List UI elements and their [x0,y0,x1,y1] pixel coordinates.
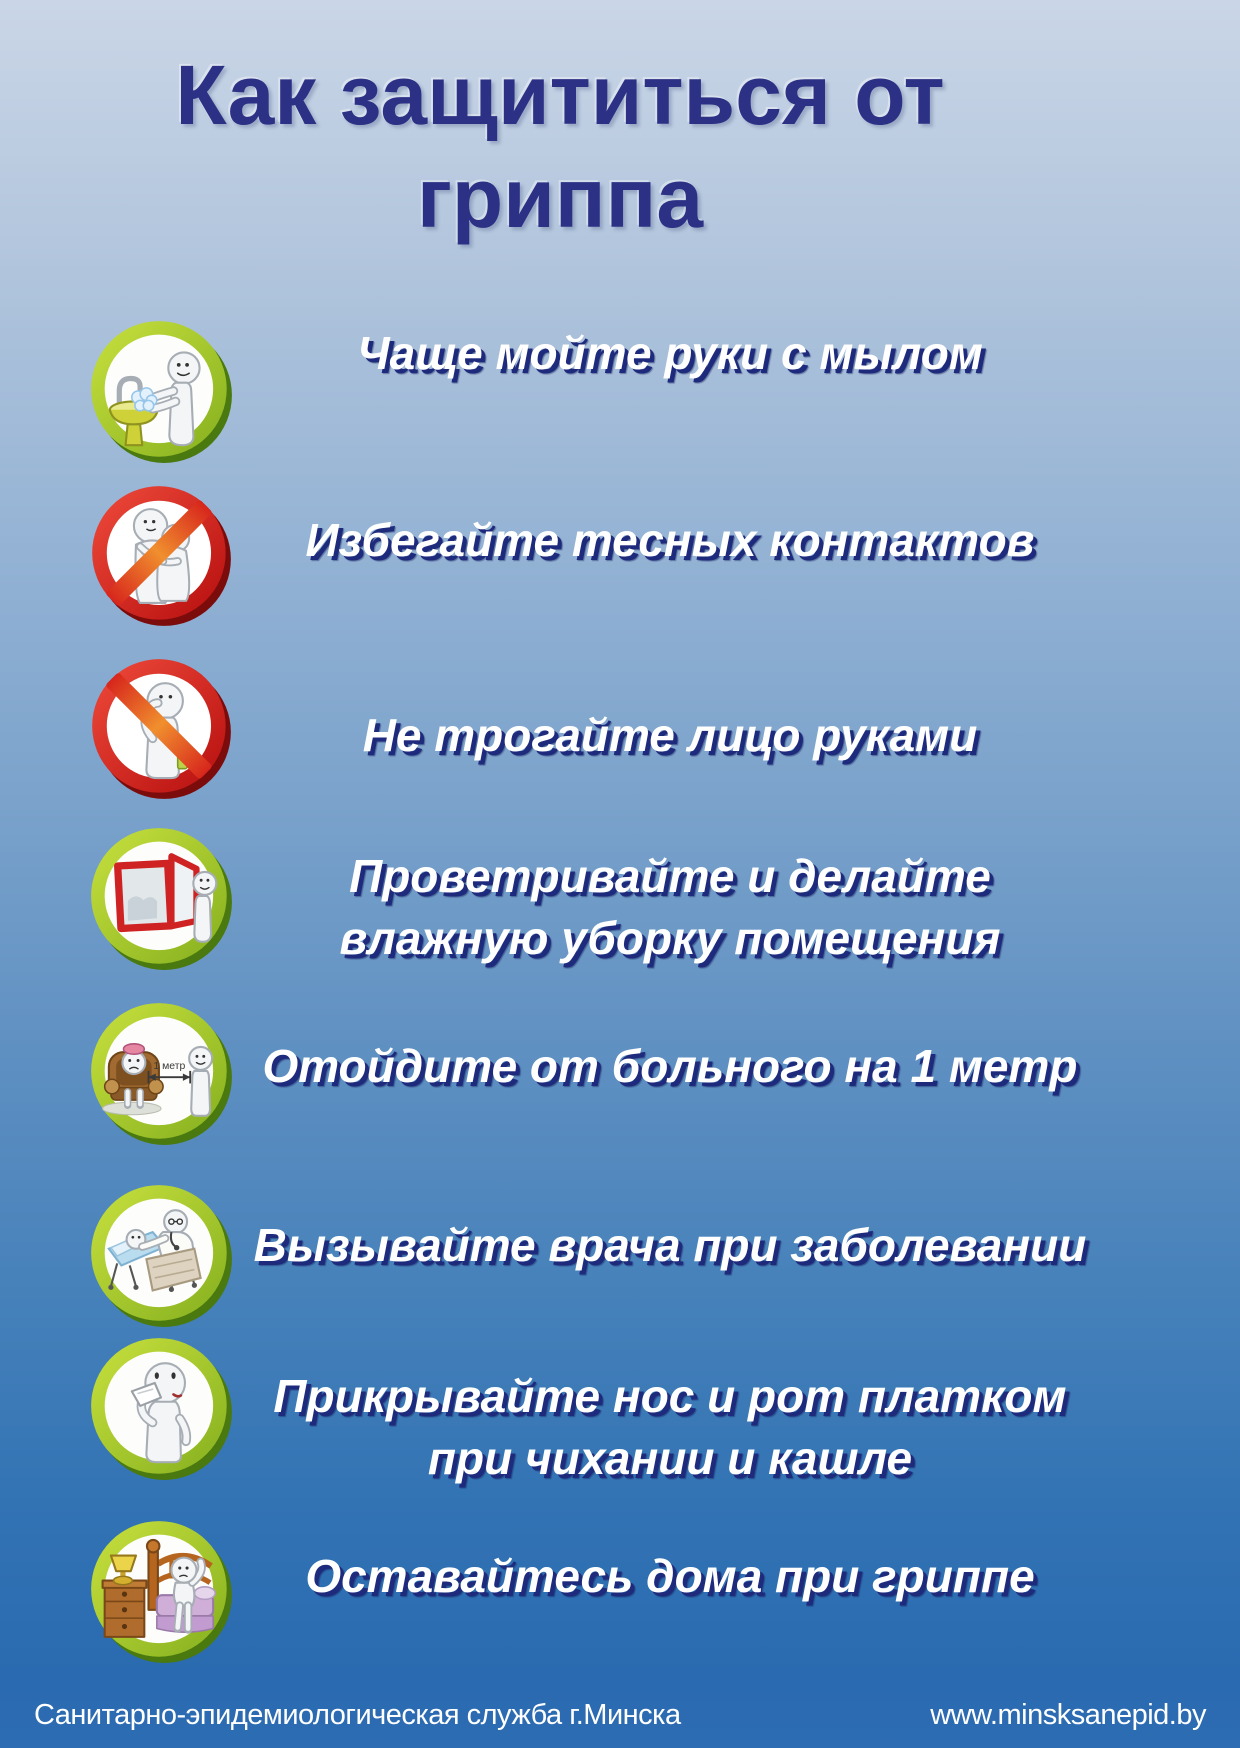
page-title-line: Как защититься от [175,48,945,142]
no-close-contact-icon [88,482,234,628]
row-text-line: Избегайте тесных контактов [305,514,1035,566]
footer-website: www.minsksanepid.by [930,1699,1206,1731]
row-text-line: Не трогайте лицо руками [362,709,978,761]
row-text [225,704,1115,766]
row-text [225,322,1115,384]
row-text [225,1214,1115,1276]
call-doctor-icon [88,1182,234,1328]
row-text [225,845,1115,969]
row-text-line: Отойдите от больного на 1 метр [262,1040,1078,1092]
ventilate-room-icon [88,825,234,971]
row-text-line: Оставайтесь дома при гриппе [305,1550,1035,1602]
row-text-line: Чаще мойте руки с мылом [357,327,983,379]
row-text [225,509,1115,571]
row-text-line: Вызывайте врача при заболевании [253,1219,1087,1271]
row-text [225,1365,1115,1489]
row-text-line: Проветривайте и делайте [349,850,991,902]
page-title-line: гриппа [416,151,704,245]
page-title [0,44,1120,250]
one-meter-label: 1 метр [153,1060,186,1072]
cover-nose-mouth-icon [88,1335,234,1481]
row-text-line: влажную уборку помещения [339,912,1001,964]
row-text-line: при чихании и кашле [427,1432,913,1484]
stay-home-icon [88,1518,234,1664]
wash-hands-icon [88,318,234,464]
row-text [225,1545,1115,1607]
footer-organization: Санитарно-эпидемиологическая служба г.Минска [34,1699,681,1731]
no-touch-face-icon [88,655,234,801]
row-text [225,1035,1115,1097]
one-meter-distance-icon [88,1000,234,1146]
row-text-line: Прикрывайте нос и рот платком [273,1370,1067,1422]
footer [0,1699,1240,1732]
